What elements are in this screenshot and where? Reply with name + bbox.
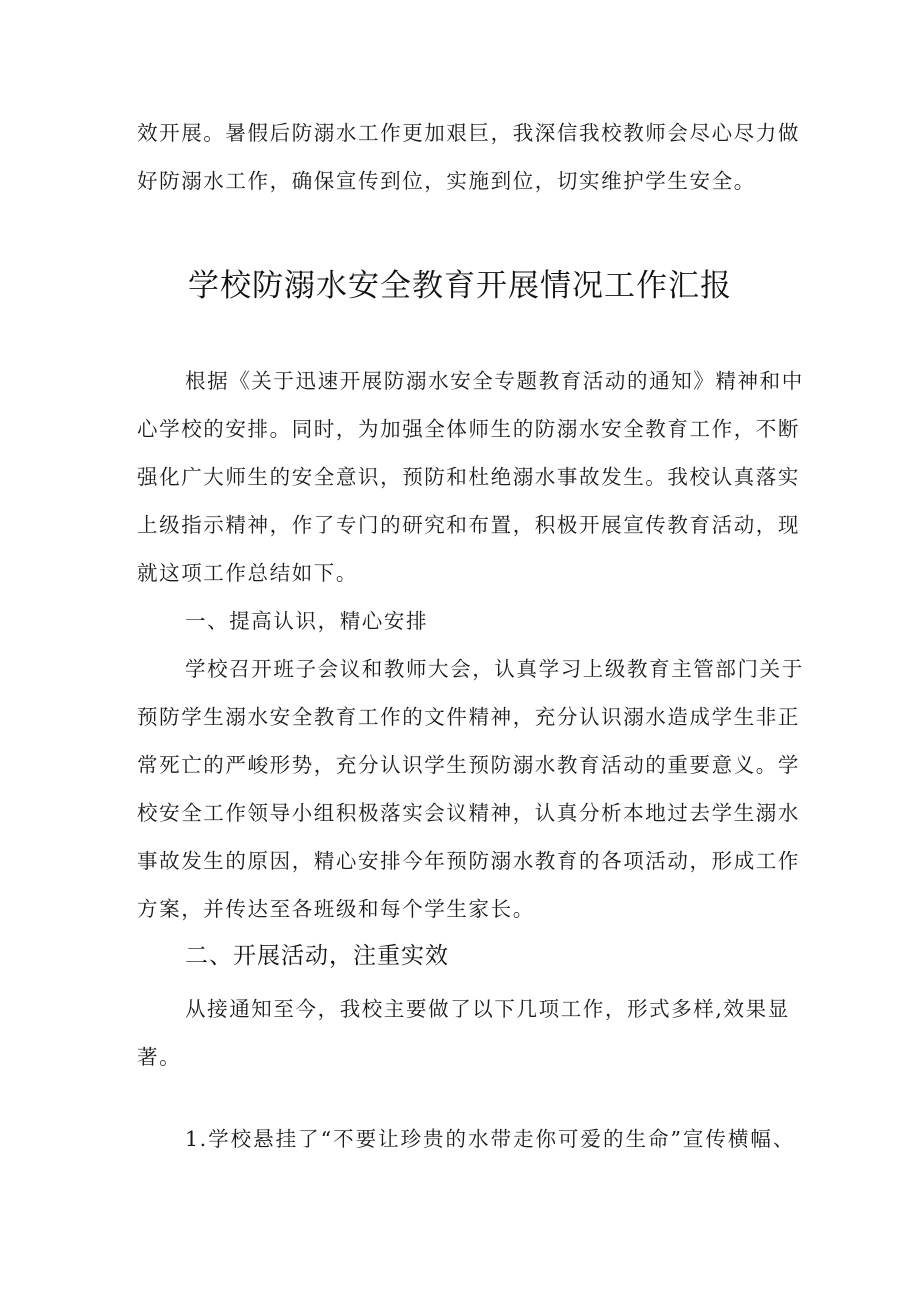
intro-line-5: 就这项工作总结如下。 [137,561,358,585]
section1-line-1: 学校召开班子会议和教师大会，认真学习上级教育主管部门关于 [185,657,804,681]
intro-line-2: 心学校的安排。同时，为加强全体师生的防溺水安全教育工作，不断 [137,417,800,441]
carryover-line-2: 好防溺水工作，确保宣传到位，实施到位，切实维护学生安全。 [137,169,756,193]
intro-line-4: 上级指示精神，作了专门的研究和布置，积极开展宣传教育活动，现 [137,513,800,537]
section2-item-1: 1.学校悬挂了“不要让珍贵的水带走你可爱的生命”宣传横幅、 [185,1127,795,1151]
intro-line-3: 强化广大师生的安全意识，预防和杜绝溺水事故发生。我校认真落实 [137,465,800,489]
section1-line-6: 方案，并传达至各班级和每个学生家长。 [137,897,535,921]
section2-line-2: 著。 [137,1045,182,1069]
carryover-line-1: 效开展。暑假后防溺水工作更加艰巨，我深信我校教师会尽心尽力做 [137,121,800,145]
report-title: 学校防溺水安全教育开展情况工作汇报 [188,268,732,304]
section1-line-2: 预防学生溺水安全教育工作的文件精神，充分认识溺水造成学生非正 [137,705,800,729]
section2-heading: 二、开展活动，注重实效 [185,943,449,969]
section1-heading: 一、提高认识，精心安排 [185,609,429,633]
section1-line-3: 常死亡的严峻形势，充分认识学生预防溺水教育活动的重要意义。学 [137,753,800,777]
intro-line-1: 根据《关于迅速开展防溺水安全专题教育活动的通知》精神和中 [185,369,804,393]
section2-line-1: 从接通知至今，我校主要做了以下几项工作，形式多样,效果显 [185,997,790,1021]
section1-line-4: 校安全工作领导小组积极落实会议精神，认真分析本地过去学生溺水 [137,801,800,825]
section1-line-5: 事故发生的原因，精心安排今年预防溺水教育的各项活动，形成工作 [137,849,800,873]
